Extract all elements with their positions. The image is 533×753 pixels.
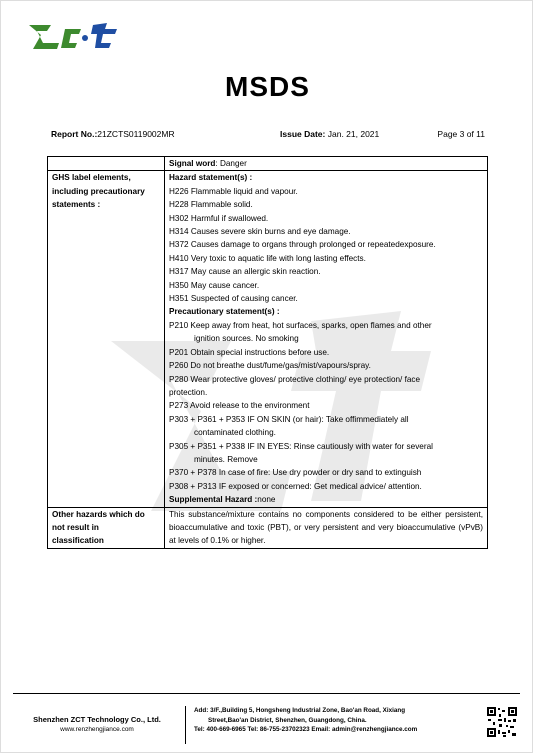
footer-company: Shenzhen ZCT Technology Co., Ltd. — [33, 715, 161, 724]
precaution-statement: P305 + P351 + P338 IF IN EYES: Rinse cautiously with water for several — [169, 441, 433, 451]
precaution-statement: P260 Do not breathe dust/fume/gas/mist/vapours/spray. — [169, 361, 371, 371]
other-hazards-header: Other hazards which do not result in classification — [48, 507, 165, 548]
precaution-heading: Precautionary statement(s) : — [169, 307, 280, 317]
precaution-statement: protection. — [169, 387, 208, 397]
hazard-heading: Hazard statement(s) : — [169, 173, 253, 183]
ghs-label-row — [48, 171, 488, 507]
zct-logo — [21, 15, 121, 55]
page-number: Page 3 of 11 — [437, 129, 485, 139]
issue-date: Issue Date: Jan. 21, 2021 — [280, 129, 380, 139]
other-hazards-row — [48, 507, 488, 548]
hazard-statement: H350 May cause cancer. — [169, 280, 260, 290]
precaution-statement: P201 Obtain special instructions before use. — [169, 347, 330, 357]
precaution-statement: P273 Avoid release to the environment — [169, 401, 310, 411]
hazard-statement: H372 Causes damage to organs through prolonged or repeatedexposure. — [169, 240, 436, 250]
precaution-statement: contaminated clothing. — [194, 428, 276, 438]
precaution-statement: P210 Keep away from heat, hot surfaces, sparks, open flames and other — [169, 320, 432, 330]
hazard-statement: H317 May cause an allergic skin reaction. — [169, 267, 321, 277]
hazard-statement: H351 Suspected of causing cancer. — [169, 294, 298, 304]
qr-code-icon — [486, 706, 518, 738]
signal-word-cell: Signal word: Danger — [165, 157, 488, 171]
precaution-statement: P280 Wear protective gloves/ protective clothing/ eye protection/ face — [169, 374, 421, 384]
hazard-statement: H410 Very toxic to aquatic life with long lasting effects. — [169, 253, 366, 263]
hazard-statement: H228 Flammable solid. — [169, 200, 253, 210]
ghs-label-header: GHS label elements, including precautionary statements : — [48, 171, 165, 507]
report-info-row — [51, 129, 485, 141]
signal-word-row — [48, 157, 488, 171]
footer-address: Add: 3/F.,Building 5, Hongsheng Industrial Zone, Bao'an Road, Xixiang Street,Bao'an District, Shenzhen, Guangdong, China. Tel: 400-669-6965 Tel: 86-755-23702323 Email: admin@renzhengjiance.com — [194, 707, 418, 733]
precaution-statement: minutes. Remove — [194, 454, 258, 464]
ghs-table — [47, 156, 488, 549]
precaution-statement: P308 + P313 IF exposed or concerned: Get medical advice/ attention. — [169, 481, 422, 491]
hazard-statement: H226 Flammable liquid and vapour. — [169, 186, 298, 196]
report-number: Report No.:21ZCTS0119002MR — [51, 129, 175, 139]
footer-divider — [185, 706, 186, 744]
hazard-statement: H302 Harmful if swallowed. — [169, 213, 269, 223]
page-footer — [13, 693, 520, 746]
ghs-statements-cell — [165, 171, 488, 507]
document-title: MSDS — [225, 71, 310, 102]
other-hazards-text: This substance/mixture contains no components considered to be either persistent, bioaccumulative and toxic (PBT), or very persistent and very bioaccumulative (vPvB) at levels of 0.1% or higher. — [165, 507, 488, 548]
precaution-statement: P370 + P378 In case of fire: Use dry powder or dry sand to extinguish — [169, 468, 422, 478]
precaution-statement: ignition sources. No smoking — [194, 334, 299, 344]
hazard-statement: H314 Causes severe skin burns and eye damage. — [169, 227, 351, 237]
footer-website: www.renzhengjiance.com — [60, 726, 134, 733]
precaution-statement: P303 + P361 + P353 IF ON SKIN (or hair): Take offimmediately all — [169, 414, 409, 424]
supplemental-hazard: Supplemental Hazard :none — [169, 495, 276, 505]
